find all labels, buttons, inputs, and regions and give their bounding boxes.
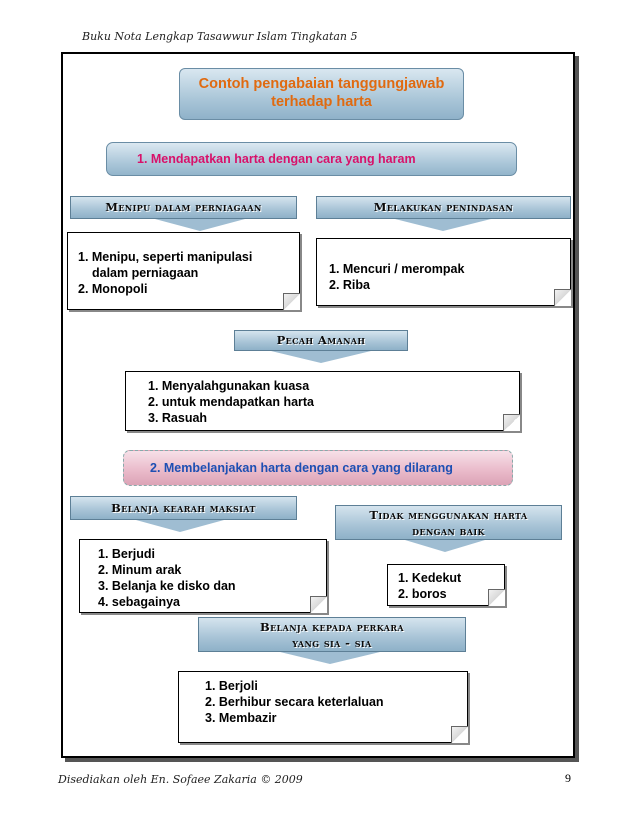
banner-amanah xyxy=(234,330,408,351)
footer-author: Disediakan oleh En. Sofaee Zakaria © 2009 xyxy=(58,773,303,786)
page-title-box xyxy=(179,68,464,120)
banner-tidak-baik-line2: dengan baik xyxy=(412,524,485,538)
banner-maksiat xyxy=(70,496,297,520)
section1-heading xyxy=(106,142,517,176)
section1-heading-text: 1. Mendapatkan harta dengan cara yang haram xyxy=(137,152,416,166)
note-maksiat-item-3: 3. Belanja ke disko dan xyxy=(98,579,236,593)
note-amanah-item-3: 3. Rasuah xyxy=(148,411,208,425)
arrow-tidak-baik xyxy=(405,540,485,552)
note-sia-sia-item-2: 2. Berhibur secara keterlaluan xyxy=(205,695,384,709)
note-amanah-item-2: 2. untuk mendapatkan harta xyxy=(148,395,315,409)
banner-tidak-baik-line1: Tidak menggunakan harta xyxy=(369,508,528,522)
note-menipu xyxy=(67,232,300,310)
banner-tidak-baik xyxy=(335,505,562,540)
arrow-amanah xyxy=(271,351,371,363)
section2-heading xyxy=(123,450,513,486)
note-tidak-baik xyxy=(387,564,505,606)
note-sia-sia xyxy=(178,671,468,743)
header-title: Buku Nota Lengkap Tasawwur Islam Tingkatan 5 xyxy=(82,30,358,43)
arrow-penindasan xyxy=(395,219,491,231)
note-menipu-item-2: 2. Monopoli xyxy=(78,282,148,296)
note-maksiat xyxy=(79,539,327,613)
banner-sia-sia xyxy=(198,617,466,652)
note-menipu-item-1b: dalam perniagaan xyxy=(92,266,199,280)
banner-penindasan-label: Melakukan penindasan xyxy=(373,200,514,214)
banner-sia-sia-line2: yang sia - sia xyxy=(292,636,372,650)
note-amanah-item-1: 1. Menyalahgunakan kuasa xyxy=(148,379,310,393)
note-penindasan-item-1: 1. Mencuri / merompak xyxy=(329,262,465,276)
banner-penindasan xyxy=(316,196,571,219)
banner-amanah-label: Pecah Amanah xyxy=(276,333,366,347)
note-tidak-baik-item-2: 2. boros xyxy=(398,587,447,601)
note-maksiat-item-1: 1. Berjudi xyxy=(98,547,155,561)
note-menipu-item-1: 1. Menipu, seperti manipulasi xyxy=(78,250,253,264)
note-penindasan-item-2: 2. Riba xyxy=(329,278,370,292)
arrow-sia-sia xyxy=(280,652,380,664)
note-sia-sia-item-3: 3. Membazir xyxy=(205,711,277,725)
banner-maksiat-label: Belanja kearah maksiat xyxy=(111,501,256,515)
note-penindasan xyxy=(316,238,571,306)
banner-sia-sia-line1: Belanja kepada perkara xyxy=(259,620,405,634)
note-maksiat-item-4: 4. sebagainya xyxy=(98,595,180,609)
banner-menipu-label: Menipu dalam perniagaan xyxy=(105,200,262,214)
arrow-maksiat xyxy=(136,520,224,532)
note-sia-sia-item-1: 1. Berjoli xyxy=(205,679,258,693)
page-title: Contoh pengabaian tanggungjawab terhadap harta xyxy=(198,76,445,110)
page-number: 9 xyxy=(565,771,571,785)
note-tidak-baik-item-1: 1. Kedekut xyxy=(398,571,462,585)
section2-heading-text: 2. Membelanjakan harta dengan cara yang dilarang xyxy=(150,461,453,475)
arrow-menipu xyxy=(155,219,245,231)
note-maksiat-item-2: 2. Minum arak xyxy=(98,563,182,577)
banner-menipu xyxy=(70,196,297,219)
note-amanah xyxy=(125,371,520,431)
